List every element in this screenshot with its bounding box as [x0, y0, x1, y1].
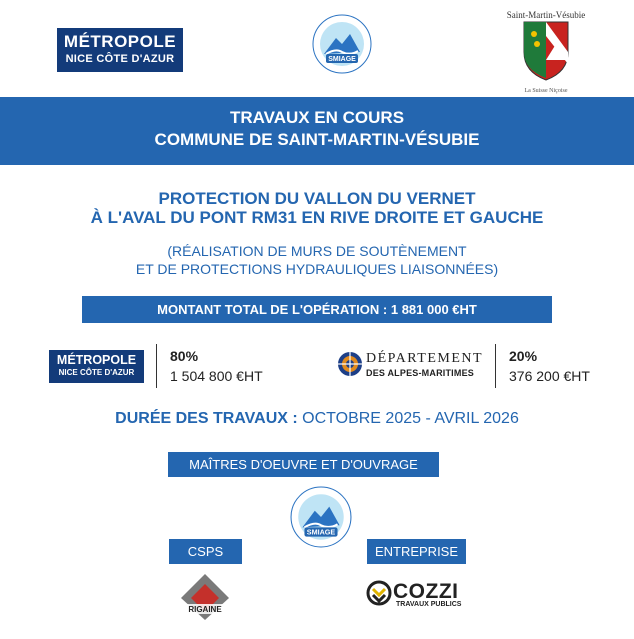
project-title-line2: À L'AVAL DU PONT RM31 EN RIVE DROITE ET GAUCHE	[90, 208, 544, 227]
project-title-line1: PROTECTION DU VALLON DU VERNET	[158, 189, 476, 208]
montant-total-bar: MONTANT TOTAL DE L'OPÉRATION : 1 881 000 €HT	[82, 296, 552, 323]
metropole-amount: 1 504 800 €HT	[170, 368, 263, 384]
cozzi-emblem-icon	[366, 580, 392, 606]
duree-travaux	[0, 410, 634, 428]
smiage-logo-label: SMIAGE	[328, 56, 356, 63]
duree-label: DURÉE DES TRAVAUX :	[115, 410, 298, 427]
departement-funder-line1: DÉPARTEMENT	[366, 351, 484, 366]
departement-percent: 20%	[509, 348, 538, 364]
metropole-logo-line2: NICE CÔTE D'AZUR	[65, 53, 175, 65]
metropole-percent: 80%	[170, 348, 199, 364]
smiage-logo	[312, 14, 372, 79]
metropole-logo-line1: MÉTROPOLE	[63, 32, 177, 51]
departement-amount: 376 200 €HT	[509, 368, 590, 384]
metropole-funder-logo	[49, 350, 144, 383]
smiage-small-logo	[290, 486, 352, 553]
departement-funder-line2: DES ALPES-MARITIMES	[366, 368, 474, 378]
project-subtitle-line2: ET DE PROTECTIONS HYDRAULIQUES LIAISONNÉES)	[135, 261, 499, 277]
funder-divider	[156, 344, 157, 388]
banner-line2: COMMUNE DE SAINT-MARTIN-VÉSUBIE	[154, 130, 480, 149]
project-subtitle	[0, 242, 634, 278]
project-subtitle-line1: (RÉALISATION DE MURS DE SOUTÈNEMENT	[167, 243, 467, 259]
cozzi-logo-sub: TRAVAUX PUBLICS	[396, 601, 462, 608]
funder-divider	[495, 344, 496, 388]
rigaine-logo	[177, 572, 233, 625]
csps-label: CSPS	[169, 539, 242, 564]
smiage-small-label: SMIAGE	[306, 527, 336, 537]
maitres-ouvrage-label: MAÎTRES D'OEUVRE ET D'OUVRAGE	[168, 452, 439, 477]
crest-motto: La Suisse Niçoise	[524, 88, 568, 94]
departement-emblem-icon	[337, 351, 363, 377]
metropole-logo	[57, 28, 183, 72]
saint-martin-crest	[506, 10, 586, 94]
metropole-funder-line2: NICE CÔTE D'AZUR	[58, 368, 135, 377]
crest-shield-icon	[506, 20, 586, 82]
banner-line1: TRAVAUX EN COURS	[229, 108, 405, 127]
header-banner	[0, 97, 634, 165]
project-title	[0, 189, 634, 227]
rigaine-logo-text: RIGAINE	[188, 605, 222, 614]
cozzi-logo	[366, 580, 462, 611]
metropole-funder-line1: MÉTROPOLE	[56, 353, 137, 367]
entreprise-label: ENTREPRISE	[367, 539, 466, 564]
crest-town-name: Saint-Martin-Vésubie	[506, 10, 586, 20]
cozzi-logo-name: COZZI	[393, 580, 459, 603]
duree-value: OCTOBRE 2025 - AVRIL 2026	[302, 410, 519, 427]
departement-funder-logo	[337, 351, 484, 382]
